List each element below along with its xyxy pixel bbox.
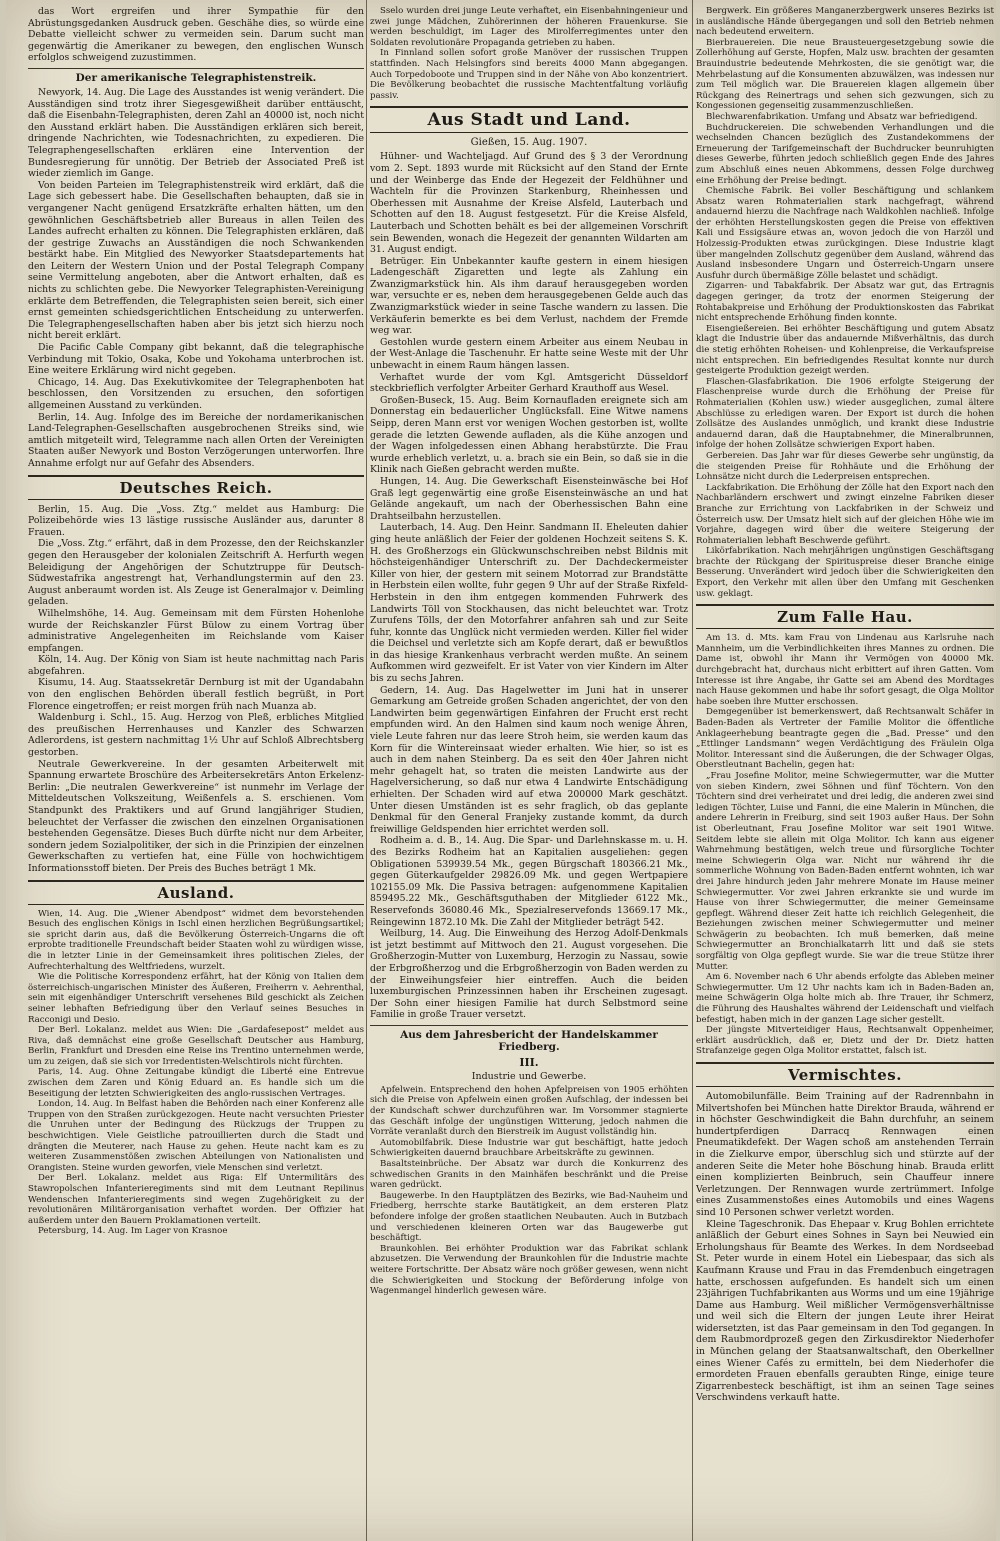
paragraph: Blechwarenfabrikation. Umfang und Absatz war befriedigend. xyxy=(706,111,978,122)
paragraph: Wien, 14. Aug. Die „Wiener Abendpost“ widmet dem bevorstehenden Besuch des englischen Königs in Ischl einen herzlichen Begrüßungsartikel; sie spricht darin aus, daß die Bevölkerung Österreich-Ungarns die oft erprobte traditionelle Freundschaft beider Staaten wohl zu würdigen wisse, die in letzter Linie in der Gemeinsamkeit ihres politischen Zieles, der Aufrechterhaltung des Weltfriedens, wurzelt. xyxy=(28,908,364,972)
paragraph: Neutrale Gewerkvereine. In der gesamten Arbeiterwelt mit Spannung erwartete Broschüre des Arbeitersekretärs Anton Erkelenz-Berlin: „Die neutralen Gewerkvereine“ ist nunmehr im Verlage der Mitteldeutschen Volkszeitung, Weißenfels a. S. erschienen. Vom Standpunkt des Praktikers und auf Grund langjähriger Studien, beleuchtet der Verfasser die zwischen den einzelnen Organisationen bestehenden Gegensätze. Dieses Buch dürfte nicht nur dem Arbeiter, sondern jedem Sozialpolitiker, der sich in die Prinzipien der einzelnen Gewerkschaften zu vertiefen hat, eine Fülle von hochwichtigem Informationsstoff bieten. Der Preis des Buches beträgt 1 Mk. xyxy=(28,758,364,874)
paragraph: Newyork, 14. Aug. Die Lage des Ausstandes ist wenig verändert. Die Ausständigen sind trotz ihrer Siegesgewißheit darüber enttäuscht, daß die Eisenbahn-Telegraphisten, deren Zahl an 40000 ist, noch nicht den Ausstand erklärt haben. Die Ausständigen erklären sich bereit, dringende Nachrichten, wie Todesnachrichten, zu expedieren. Die Telegraphengesellschaften erklären eine Intervention der Bundesregierung für unnötig. Der Betrieb der Associated Preß ist wieder ziemlich im Gange. xyxy=(28,86,364,180)
paragraph: Wie die Politische Korrespondenz erfährt, hat der König von Italien dem österreichisch-ungarischen Minister des Äußeren, Freiherrn v. Aehrenthal, sein mit eigenhändiger Unterschrift versehenes Bild geschickt als Zeichen seiner lebhaften Befriedigung über den Verlauf seines Besuches in Racconigi und Desio. xyxy=(28,972,364,1025)
paragraph: Paris, 14. Aug. Ohne Zeitungabe kündigt die Liberté eine Entrevue zwischen dem Zaren und König Eduard an. Es handle sich um die Beseitigung der letzten Schwierigkeiten des anglo-russischen Vertrages. xyxy=(28,1067,364,1099)
paragraph: Am 6. November nach 6 Uhr abends erfolgte das Ableben meiner Schwiegermutter. Um 12 Uhr nachts kam ich in Baden-Baden an, meine Schwägerin Olga holte mich ab. Ihre Trauer, ihr Schmerz, die Führung des Haushaltes während der Leidenschaft und vielfach befestigt, haben mich in der ganzen Lage sicher gestellt. xyxy=(696,972,994,1025)
paragraph: Die Pacific Cable Company gibt bekannt, daß die telegraphische Verbindung mit Tokio, Osaka, Kobe und Yokohama unterbrochen ist. Eine weitere Erklärung wird nicht gegeben. xyxy=(28,342,364,377)
paragraph: London, 14. Aug. In Belfast haben die Behörden nach einer Konferenz alle Truppen von den Straßen zurückgezogen. Heute nacht versuchten Priester die Unruhen unter der Bedingung des Rückzugs der Truppen zu beschwichtigen. Viele Geistliche patrouillierten durch die Stadt und drängten die Meuterer, nach Hause zu gehen. Heute nacht kam es zu weiteren Zusammenstößen zwischen Abteilungen von Nationalisten und Orangisten. Steine wurden geworfen, viele Menschen sind verletzt. xyxy=(28,1099,364,1173)
column-rule xyxy=(692,0,693,1541)
paragraph: Großen-Buseck, 15. Aug. Beim Kornaufladen ereignete sich am Donnerstag ein bedauerlicher Unglücksfall. Eine Witwe namens Seipp, deren Mann erst vor wenigen Wochen gestorben ist, wollte gerade die letzten Gewende aufladen, als die Kühe anzogen und der Wagen infolgedessen einen Abhang herabstürzte. Die Frau wurde erheblich verletzt, u. a. brach sie ein Bein, so daß sie in die Klinik nach Gießen gebracht werden mußte. xyxy=(370,394,688,476)
paragraph: Kisumu, 14. Aug. Staatssekretär Dernburg ist mit der Ugandabahn von den englischen Behörden überall festlich begrüßt, in Port Florence eingetroffen; er reist morgen früh nach Muanza ab. xyxy=(28,677,364,712)
paragraph: Gerbereien. Das Jahr war für dieses Gewerbe sehr ungünstig, da die steigenden Preise für Rohhäute und die Erhöhung der Lohnsätze nicht durch die Lederpreisen entsprechen. xyxy=(696,450,994,483)
paragraph: Automobilfabrik. Diese Industrie war gut beschäftigt, hatte jedoch Schwierigkeiten dauernd brauchbare Arbeitskräfte zu gewinnen. xyxy=(370,1137,688,1159)
paragraph: Braunkohlen. Bei erhöhter Produktion war das Fabrikat schlank abzusetzen. Die Verwendung der Braunkohlen für die Industrie machte weitere Fortschritte. Der Absatz wäre noch größer gewesen, wenn nicht die Schwierigkeiten und Stockung der Beförderung infolge von Wagenmangel hinderlich gewesen wäre. xyxy=(370,1243,688,1297)
section-caption: Industrie und Gewerbe. xyxy=(471,1070,587,1082)
paragraph: In Finnland sollen sofort große Manöver der russischen Truppen stattfinden. Nach Helsingfors sind bereits 4000 Mann abgegangen. Auch Torpedoboote und Truppen sind in der Nähe von Abo konzentriert. Die Bevölkerung beobachtet die russische Machtentfaltung vorläufig passiv. xyxy=(370,48,688,101)
paragraph: Berlin, 15. Aug. Die „Voss. Ztg.“ meldet aus Hamburg: Die Polizeibehörde wies 13 lästige russische Ausländer aus, darunter 8 Frauen. xyxy=(28,503,364,538)
paragraph: Betrüger. Ein Unbekannter kaufte gestern in einem hiesigen Ladengeschäft Zigaretten und legte als Zahlung ein Zwanzigmarkstück hin. Als ihm darauf herausgegeben worden war, versuchte er es, neben dem herausgegebenen Gelde auch das Zwanzigmarkstück wieder in seine Tasche wandern zu lassen. Die Verkäuferin bemerkte es bei dem Verlust, nachdem der Fremde weg war. xyxy=(370,255,688,337)
paragraph: Rodheim a. d. B., 14. Aug. Die Spar- und Darlehnskasse m. u. H. des Bezirks Rodheim hat an Kapitalien ausgeliehen: gegen Obligationen 539939.54 Mk., gegen Bürgschaft 180366.21 Mk., gegen Güterkaufgelder 29826.09 Mk. und gegen Wertpapiere 102155.09 Mk. Die Passiva betragen: aufgenommene Kapitalien 859495.22 Mk., Geschäftsguthaben der Mitglieder 6122 Mk., Reservefonds 36080.46 Mk., Spezialreservefonds 13669.17 Mk., Reingewinn 1872.10 Mk. Die Zahl der Mitglieder beträgt 542. xyxy=(370,835,688,928)
paragraph: Kleine Tageschronik. Das Ehepaar v. Krug Bohlen errichtete anläßlich der Geburt eines Sohnes in Sayn bei Neuwied ein Erholungshaus für Beamte des Werkes. In dem Nordseebad St. Peter wurde in einem Hotel ein Liebespaar, das sich als Kaufmann Krause und Frau in das Fremdenbuch eingetragen hatte, erschossen aufgefunden. Es handelt sich um einen 23jährigen Tuchfabrikanten aus Worms und um eine 19jährige Dame aus Hamburg. Weil mißlicher Vermögensverhältnisse und weil sich die Eltern der jungen Leute ihrer Heirat widersetzten, ist das Paar gemeinsam in den Tod gegangen. In dem Raubmordprozeß gegen den Zirkusdirektor Niederhofer in München gelang der Staatsanwaltschaft, den Oberkellner eines Wiener Cafés zu ermitteln, bei dem Niederhofer die ermordeten Frauen ebenfalls geraubten Ringe, einige teure Zigarrenbesteck beschäftigt, ist ihm an seinen Tage seines Verschwindens verkauft hatte. xyxy=(696,1218,994,1404)
paragraph: Am 13. d. Mts. kam Frau von Lindenau aus Karlsruhe nach Mannheim, um die Verbindlichkeiten ihres Mannes zu ordnen. Die Dame ist, obwohl ihr Mann ihr Vermögen von 40000 Mk. durchgebracht hat, durchaus nicht erbittert auf ihren Gatten. Vom Interesse ist ihre Angabe, ihr Gatte sei am Abend des Mordtages nach Hause gekommen und habe ihr sofort gesagt, die Olga Molitor habe soeben ihre Mutter erschossen. xyxy=(696,633,994,707)
paragraph: Gedern, 14. Aug. Das Hagelwetter im Juni hat in unserer Gemarkung am Getreide großen Schaden angerichtet, der von den Landwirten beim gegenwärtigen Einfahren der Frucht erst recht empfunden wird. An den Halmen sind kaum noch wenige Ähren, viele Leute fahren nur das leere Stroh heim, sie werden kaum das Korn für die Wintereinsaat wieder erhalten. Wie hier, so ist es auch in dem nahen Steinberg. Da es seit den 40er Jahren nicht mehr gehagelt hat, so traten die meisten Landwirte aus der Hagelversicherung, so daß nur etwa 4 Landwirte Entschädigung erhielten. Der Schaden wird auf etwa 200000 Mark geschätzt. Unter diesen Umständen ist es sehr fraglich, ob das geplante Denkmal für den General Franjeky zustande kommt, da durch freiwillige Geldspenden hier errichtet werden soll. xyxy=(370,684,688,835)
paragraph: Baugewerbe. In den Hauptplätzen des Bezirks, wie Bad-Nauheim und Friedberg, herrschte starke Bautätigkeit, an dem ersteren Platz befondere infolge der großen staatlichen Neubauten. Auch in Butzbach und verschiedenen kleineren Orten war das Baugewerbe gut beschäftigt. xyxy=(370,1190,688,1244)
paragraph: Köln, 14. Aug. Der König von Siam ist heute nachmittag nach Paris abgefahren. xyxy=(28,654,364,677)
dateline: Gießen, 15. Aug. 1907. xyxy=(470,137,588,149)
article-intro: Sselo wurden drei junge Leute verhaftet, ein Eisenbahningenieur und zwei junge Mädchen, Zuhörerinnen der höheren Frauenkurse. Sie werden beschuldigt, im Lager des Mirolferregimentes unter den Soldaten revolutionäre Propaganda getrieben zu haben. xyxy=(370,6,688,48)
paragraph: Demgegenüber ist bemerkenswert, daß Rechtsanwalt Schäfer in Baden-Baden als Vertreter der Familie Molitor die öffentliche Anklageerhebung beantragte gegen die „Bad. Presse“ und den „Ettlinger Landsmann“ wegen Verdächtigung des Fräulein Olga Molitor. Interessant sind die Äußerungen, die der Schwager Olgas, Oberstleutnant Bachelin, gegen hat: xyxy=(696,707,994,771)
article-intro: das Wort ergreifen und ihrer Sympathie für den Abrüstungsgedanken Ausdruck geben. Geschähe dies, so würde eine Debatte vielleicht schwer zu vermeiden sein. Darum sucht man gegenwärtig die Amerikaner zu bewegen, den englischen Wunsch erfolglos schweigend zuzustimmen. xyxy=(28,6,364,64)
section-number: III. xyxy=(519,1055,539,1069)
newspaper-page xyxy=(6,0,996,1541)
paragraph: Buchdruckereien. Die schwebenden Verhandlungen und die wechselnden Chancen bezüglich des Zustandekommens der Erneuerung der Tarifgemeinschaft der Buchdrucker beunruhigten dieses Gewerbe, führten jedoch schließlich gegen Ende des Jahres zum Abschluß eines neuen Abkommens, dessen Folge durchweg eine Erhöhung der Preise bedingt. xyxy=(696,122,994,186)
section-heading-jahresbericht: Aus dem Jahresbericht der Handelskammer Friedberg. xyxy=(370,1025,688,1053)
paragraph: „Frau Josefine Molitor, meine Schwiegermutter, war die Mutter von sieben Kindern, zwei Söhnen und fünf Töchtern. Von den Töchtern sind drei verheiratet und drei ledig, die anderen zwei sind ledigen Töchter, Luise und Fanni, die eine Malerin in München, die andere Lehrerin in Freiburg, sind seit 1903 außer Haus. Der Sohn ist Oberleutnant, Frau Josefine Molitor war seit 1901 Witwe. Seitdem lebte sie allein mit Olga Molitor. Ich kann aus eigener Wahrnehmung bestätigen, welch treue und fürsorgliche Tochter meine Schwiegerin Olga war. Nicht nur während ihr die sommerliche Wohnung von Baden-Baden entfernt wohnten, ich war drei Jahre hindurch jeden Jahr mehrere Monate im Hause meiner Schwiegermutter. Vor zwei Jahren erkrankte sie und wurde im Hause von ihrer Schwiegermutter, die meiner Gemeinsame gepflegt. Während dieser Zeit hatte ich reichlich Gelegenheit, die Beziehungen zwischen meiner Schwiegermutter und meiner Schwägerin zu beobachten. Ich muß bemerken, daß meine Schwiegermutter an Bronchialkatarrh litt und daß sie stets sorgfältig von Olga gepflegt wurde. Sie war die treue Stütze ihrer Mutter. xyxy=(696,770,994,972)
paragraph: Flaschen-Glasfabrikation. Die 1906 erfolgte Steigerung der Flaschenpreise wurde durch die Erhöhung der Preise für Rohmaterialien (Kohlen usw.) wieder ausgeglichen, zumal ältere Abschlüsse zu erledigen waren. Der Export ist durch die hohen Zollsätze des Auslandes unmöglich, und krankt diese Industrie andauernd daran, daß die Hauptabnehmer, die Mineralbrunnen, infolge der hohen Zollsätze schwierigen Export haben. xyxy=(696,376,994,451)
paragraph: Von beiden Parteien im Telegraphistenstreik wird erklärt, daß die Lage sich gebessert habe. Die Gesellschaften behaupten, daß sie in vergangener Nacht genügend Ersatzkräfte erhalten hätten, um den gewöhnlichen Geschäftsbetrieb aller Bureaus in allen Teilen des Landes aufrecht erhalten zu können. Die Telegraphisten erklären, daß der gestrige Zuwachs an Ausständigen die noch Schwankenden bestärkt habe. Ein Mitglied des Newyorker Staatsdepartements hat den Leitern der Western Union und der Postal Telegraph Company seine Vermittelung angeboten, aber die Antwort erhalten, daß es nichts zu schlichten gebe. Die Newyorker Telegraphisten-Vereinigung erklärte dem Betreffenden, die Telegraphisten seien bereit, sich einer ernst gemeinten schiedsgerichtlichen Entscheidung zu unterwerfen. Die Telegraphengesellschaften haben aber bis jetzt sich hierzu noch nicht bereit erklärt. xyxy=(28,179,364,342)
column-middle xyxy=(370,6,688,1536)
paragraph: Die „Voss. Ztg.“ erfährt, daß in dem Prozesse, den der Reichskanzler gegen den Herausgeber der kolonialen Zeitschrift A. Herfurth wegen Beleidigung der Angehörigen der Schutztruppe für Deutsch-Südwestafrika angestrengt hat, Verhandlungstermin auf den 23. August anberaumt worden ist. Als Zeuge ist Generalmajor v. Deimling geladen. xyxy=(28,538,364,608)
paragraph: Der jüngste Mitverteidiger Haus, Rechtsanwalt Oppenheimer, erklärt ausdrücklich, daß er, Dietz und der Dr. Dietz hatten Strafanzeige gegen Olga Molitor erstattet, falsch ist. xyxy=(696,1025,994,1057)
paragraph: Lauterbach, 14. Aug. Den Heinr. Sandmann II. Eheleuten dahier ging heute anläßlich der Feier der goldenen Hochzeit seitens S. K. H. des Großherzogs ein Glückwunschschreiben nebst Bildnis mit höchsteigenhändiger Unterschrift zu. Der Dachdeckermeister Killer von hier, der gestern mit seinem Motorrad zur Brandstätte in Herbstein eilen wollte, fuhr gegen 9 Uhr auf der Straße Rixfeld-Herbstein in den ihm entgegen kommenden Fuhrwerk des Landwirts Töll von Stockhausen, das nicht beleuchtet war. Trotz Zurufens Tölls, der den Motorfahrer anfahren sah und zur Seite fuhr, konnte das Unglück nicht vermieden werden. Killer fiel wider die Deichsel und verletzte sich am Kopfe derart, daß er bewußtlos in das hiesige Krankenhaus verbracht werden mußte. An seinem Aufkommen wird gezweifelt. Er ist Vater von vier Kindern im Alter bis zu sechs Jahren. xyxy=(370,522,688,685)
section-heading-reich: Deutsches Reich. xyxy=(28,475,364,500)
paragraph: Verhaftet wurde der vom Kgl. Amtsgericht Düsseldorf steckbrieflich verfolgter Arbeiter Gerhard Krauthoff aus Wesel. xyxy=(370,371,688,395)
column-right xyxy=(696,6,994,1536)
paragraph: Bierbrauereien. Die neue Brausteuergesetzgebung sowie die Zollerhöhung auf Gerste, Hopfen, Malz usw. brachten der gesamten Brauindustrie bedeutende Mehrkosten, die sie genötigt war, die Mehrbelastung auf die Konsumenten abzuwälzen, was indessen nur zum Teil möglich war. Die Brauereien klagen allgemein über Rückgang des Reinertrags und sehen sich gezwungen, sich zu Kongessionen gegenseitig zusammenzuschließen. xyxy=(696,37,994,112)
paragraph: Wilhelmshöhe, 14. Aug. Gemeinsam mit dem Fürsten Hohenlohe wurde der Reichskanzler Fürst Bülow zu einem Vortrag über administrative Angelegenheiten im Reichslande vom Kaiser empfangen. xyxy=(28,607,364,654)
paragraph: Chicago, 14. Aug. Das Exekutivkomitee der Telegraphenboten hat beschlossen, den Vorsitzenden zu ersuchen, den sofortigen allgemeinen Ausstand zu verkünden. xyxy=(28,376,364,411)
section-heading-stadt: Aus Stadt und Land. xyxy=(370,106,688,133)
column-left xyxy=(28,6,364,1536)
paragraph: Likörfabrikation. Nach mehrjährigen ungünstigen Geschäftsgang brachte der Rückgang der Spirituspreise dieser Branche einige Besserung. Unverändert wird jedoch über die Schwierigkeiten den Export, den Verkehr mit allen über den Umfang mit Geschenken usw. geklagt. xyxy=(696,546,994,599)
paragraph: Der Berl. Lokalanz. meldet aus Riga: Elf Untermilitärs des Stawropolschen Infanterieregiments sind mit dem Leutnant Repilinus Wendenschen Infanterieregiments sind wegen Zugehörigkeit zu der revolutionären Militärorganisation verhaftet worden. Der Offizier hat außerdem unter den Bauern Proklamationen verteilt. xyxy=(28,1173,364,1226)
paragraph: Weilburg, 14. Aug. Die Einweihung des Herzog Adolf-Denkmals ist jetzt bestimmt auf Mittwoch den 21. August vorgesehen. Die Großherzogin-Mutter von Luxemburg, Herzogin zu Nassau, sowie der Erbgroßherzog und die Erbgroßherzogin von Baden werden zu der Einweihungsfeier hier eintreffen. Auch die beiden luxemburgischen Prinzessinnen haben ihr Erscheinen zugesagt. Der Sohn einer hiesigen Familie hat durch Selbstmord seine Familie in große Trauer versetzt. xyxy=(370,928,688,1021)
section-heading-fall-hau: Zum Falle Hau. xyxy=(696,604,994,629)
paragraph: Basaltsteinbrüche. Der Absatz war durch die Konkurrenz des schwedischen Granits in den Mainhäfen beschränkt und die Preise waren gedrückt. xyxy=(370,1159,688,1191)
paragraph: Petersburg, 14. Aug. Im Lager von Krasnoe xyxy=(38,1226,228,1237)
column-rule xyxy=(366,0,367,1541)
paragraph: Zigarren- und Tabakfabrik. Der Absatz war gut, das Ertragnis dagegen geringer, da trotz der enormen Steigerung der Rohtabakpreise und Erhöhung der Produktionskosten das Fabrikat nicht entsprechende Erhöhung finden konnte. xyxy=(696,281,994,324)
paragraph: Lackfabrikation. Die Erhöhung der Zölle hat den Export nach den Nachbarländern erschwert und zwingt einzelne Fabriken dieser Branche zur Errichtung von Lackfabriken in der Schweiz und Österreich usw. Der Umsatz hielt sich auf der gleichen Höhe wie im Vorjahre, dagegen wird über die weitere Steigerung der Rohmaterialien lebhaft Beschwerde geführt. xyxy=(696,482,994,546)
section-heading-vermischtes: Vermischtes. xyxy=(696,1062,994,1087)
section-heading-ausland: Ausland. xyxy=(28,880,364,905)
paragraph: Automobilunfälle. Beim Training auf der Radrennbahn in Milvertshofen bei München hatte Direktor Brauda, während er in höchster Geschwindigkeit die Bahn durchfuhr, an seinem hundertpferdigen Darracq Rennwagen einen Pneumatikdefekt. Der Wagen schoß am anstehenden Terrain in die Zielkurve empor, überschlug sich und stürzte auf der anderen Seite die Meter hohe Böschung hinab. Brauda erlitt einen komplizierten Beinbruch, sein Chauffeur innere Verletzungen. Der Rennwagen wurde zertrümmert. Infolge eines Zusammenstoßes eines Automobils und eines Wagens sind 10 Personen schwer verletzt worden. xyxy=(696,1091,994,1218)
paragraph: Apfelwein. Entsprechend den hohen Apfelpreisen von 1905 erhöhten sich die Preise von Apfelwein einen großen Aufschlag, der indessen bei der Kundschaft schwer durchzuführen war. Im Vorsommer stagnierte das Geschäft infolge der ungünstigen Witterung, jedoch nahmen die Vorräte veranlaßt durch den Bierstreik im August vollständig hin. xyxy=(370,1084,688,1138)
paragraph: Chemische Fabrik. Bei voller Beschäftigung und schlankem Absatz waren Rohmaterialien stark nachgefragt, während andauernd hierzu die Nachfrage nach Waldkohlen nachließ. Infolge der erhöhten Herstellungskosten gegen die Preise von effektiven Kali und Essigsäure etwas an, wovon jedoch die von Harzöl und Holzessig-Produkten etwas zurückgingen. Diese Industrie klagt über mangelnden Zollschutz gegenüber dem Ausland, während das Ausland insbesondere Ungarn und Österreich-Ungarn unsere Ausfuhr durch übermäßige Zölle belastet und schädigt. xyxy=(696,186,994,281)
paragraph: Hühner- und Wachteljagd. Auf Grund des § 3 der Verordnung vom 2. Sept. 1893 wurde mit Rücksicht auf den Stand der Ernte und der Weinberge das Ende der Hegezeit der Feldhühner und Wachteln für die Provinzen Starkenburg, Rheinhessen und Oberhessen mit Ausnahme der Kreise Alsfeld, Lauterbach und Schotten auf den 18. August festgesetzt. Für die Kreise Alsfeld, Lauterbach und Schotten behält es bei der allgemeinen Vorschrift sein Bewenden, wonach die Hegezeit der genannten Wildarten am 31. August endigt. xyxy=(370,151,688,256)
paragraph: Berlin, 14. Aug. Infolge des im Bereiche der nordamerikanischen Land-Telegraphen-Gesellschaften ausgebrochenen Streiks sind, wie amtlich mitgeteilt wird, Telegramme nach allen Orten der Vereinigten Staaten außer Newyork und Boston Verzögerungen unterworfen. Ihre Annahme erfolgt nur auf Gefahr des Absenders. xyxy=(28,411,364,469)
paragraph: Gestohlen wurde gestern einem Arbeiter aus einem Neubau in der West-Anlage die Taschenuhr. Er hatte seine Weste mit der Uhr unbewacht in einem Raum hängen lassen. xyxy=(370,336,688,372)
paragraph: Eisengießereien. Bei erhöhter Beschäftigung und gutem Absatz klagt die Industrie über das andauernde Mißverhältnis, das durch die stetig erhöhten Roheisen- und Kohlenpreise, die Verkaufspreise nicht entsprechen. Ein befriedigendes Resultat konnte nur durch gesteigerte Produktion gezeigt werden. xyxy=(696,323,994,377)
paragraph: Hungen, 14. Aug. Die Gewerkschaft Eisensteinwäsche bei Hof Graß legt gegenwärtig eine große Eisensteinwäsche an und hat Gelände angekauft, um nach der Oberhessischen Bahn eine Drahtseilbahn herzustellen. xyxy=(370,475,688,522)
paragraph: Der Berl. Lokalanz. meldet aus Wien: Die „Gardafesepost“ meldet aus Riva, daß demnächst eine große Gesellschaft Deutscher aus Hamburg, Berlin, Frankfurt und Dresden eine Reise ins Trentino unternehmen werde, um zu zeigen, daß sie sich vor Irredentisten-Welschtirols nicht fürchten. xyxy=(28,1025,364,1067)
paragraph: Bergwerk. Ein größeres Manganerzbergwerk unseres Bezirks ist in ausländische Hände übergegangen und soll den Betrieb nehmen nach bedeutend erweitern. xyxy=(696,6,994,38)
paragraph: Waldenburg i. Schl., 15. Aug. Herzog von Pleß, erbliches Mitglied des preußischen Herrenhauses und Kanzler des Schwarzen Adlerordens, ist gestern nachmittag 1½ Uhr auf Schloß Albrechtsberg gestorben. xyxy=(28,712,364,759)
section-heading-telegraph: Der amerikanische Telegraphistenstreik. xyxy=(28,68,364,84)
